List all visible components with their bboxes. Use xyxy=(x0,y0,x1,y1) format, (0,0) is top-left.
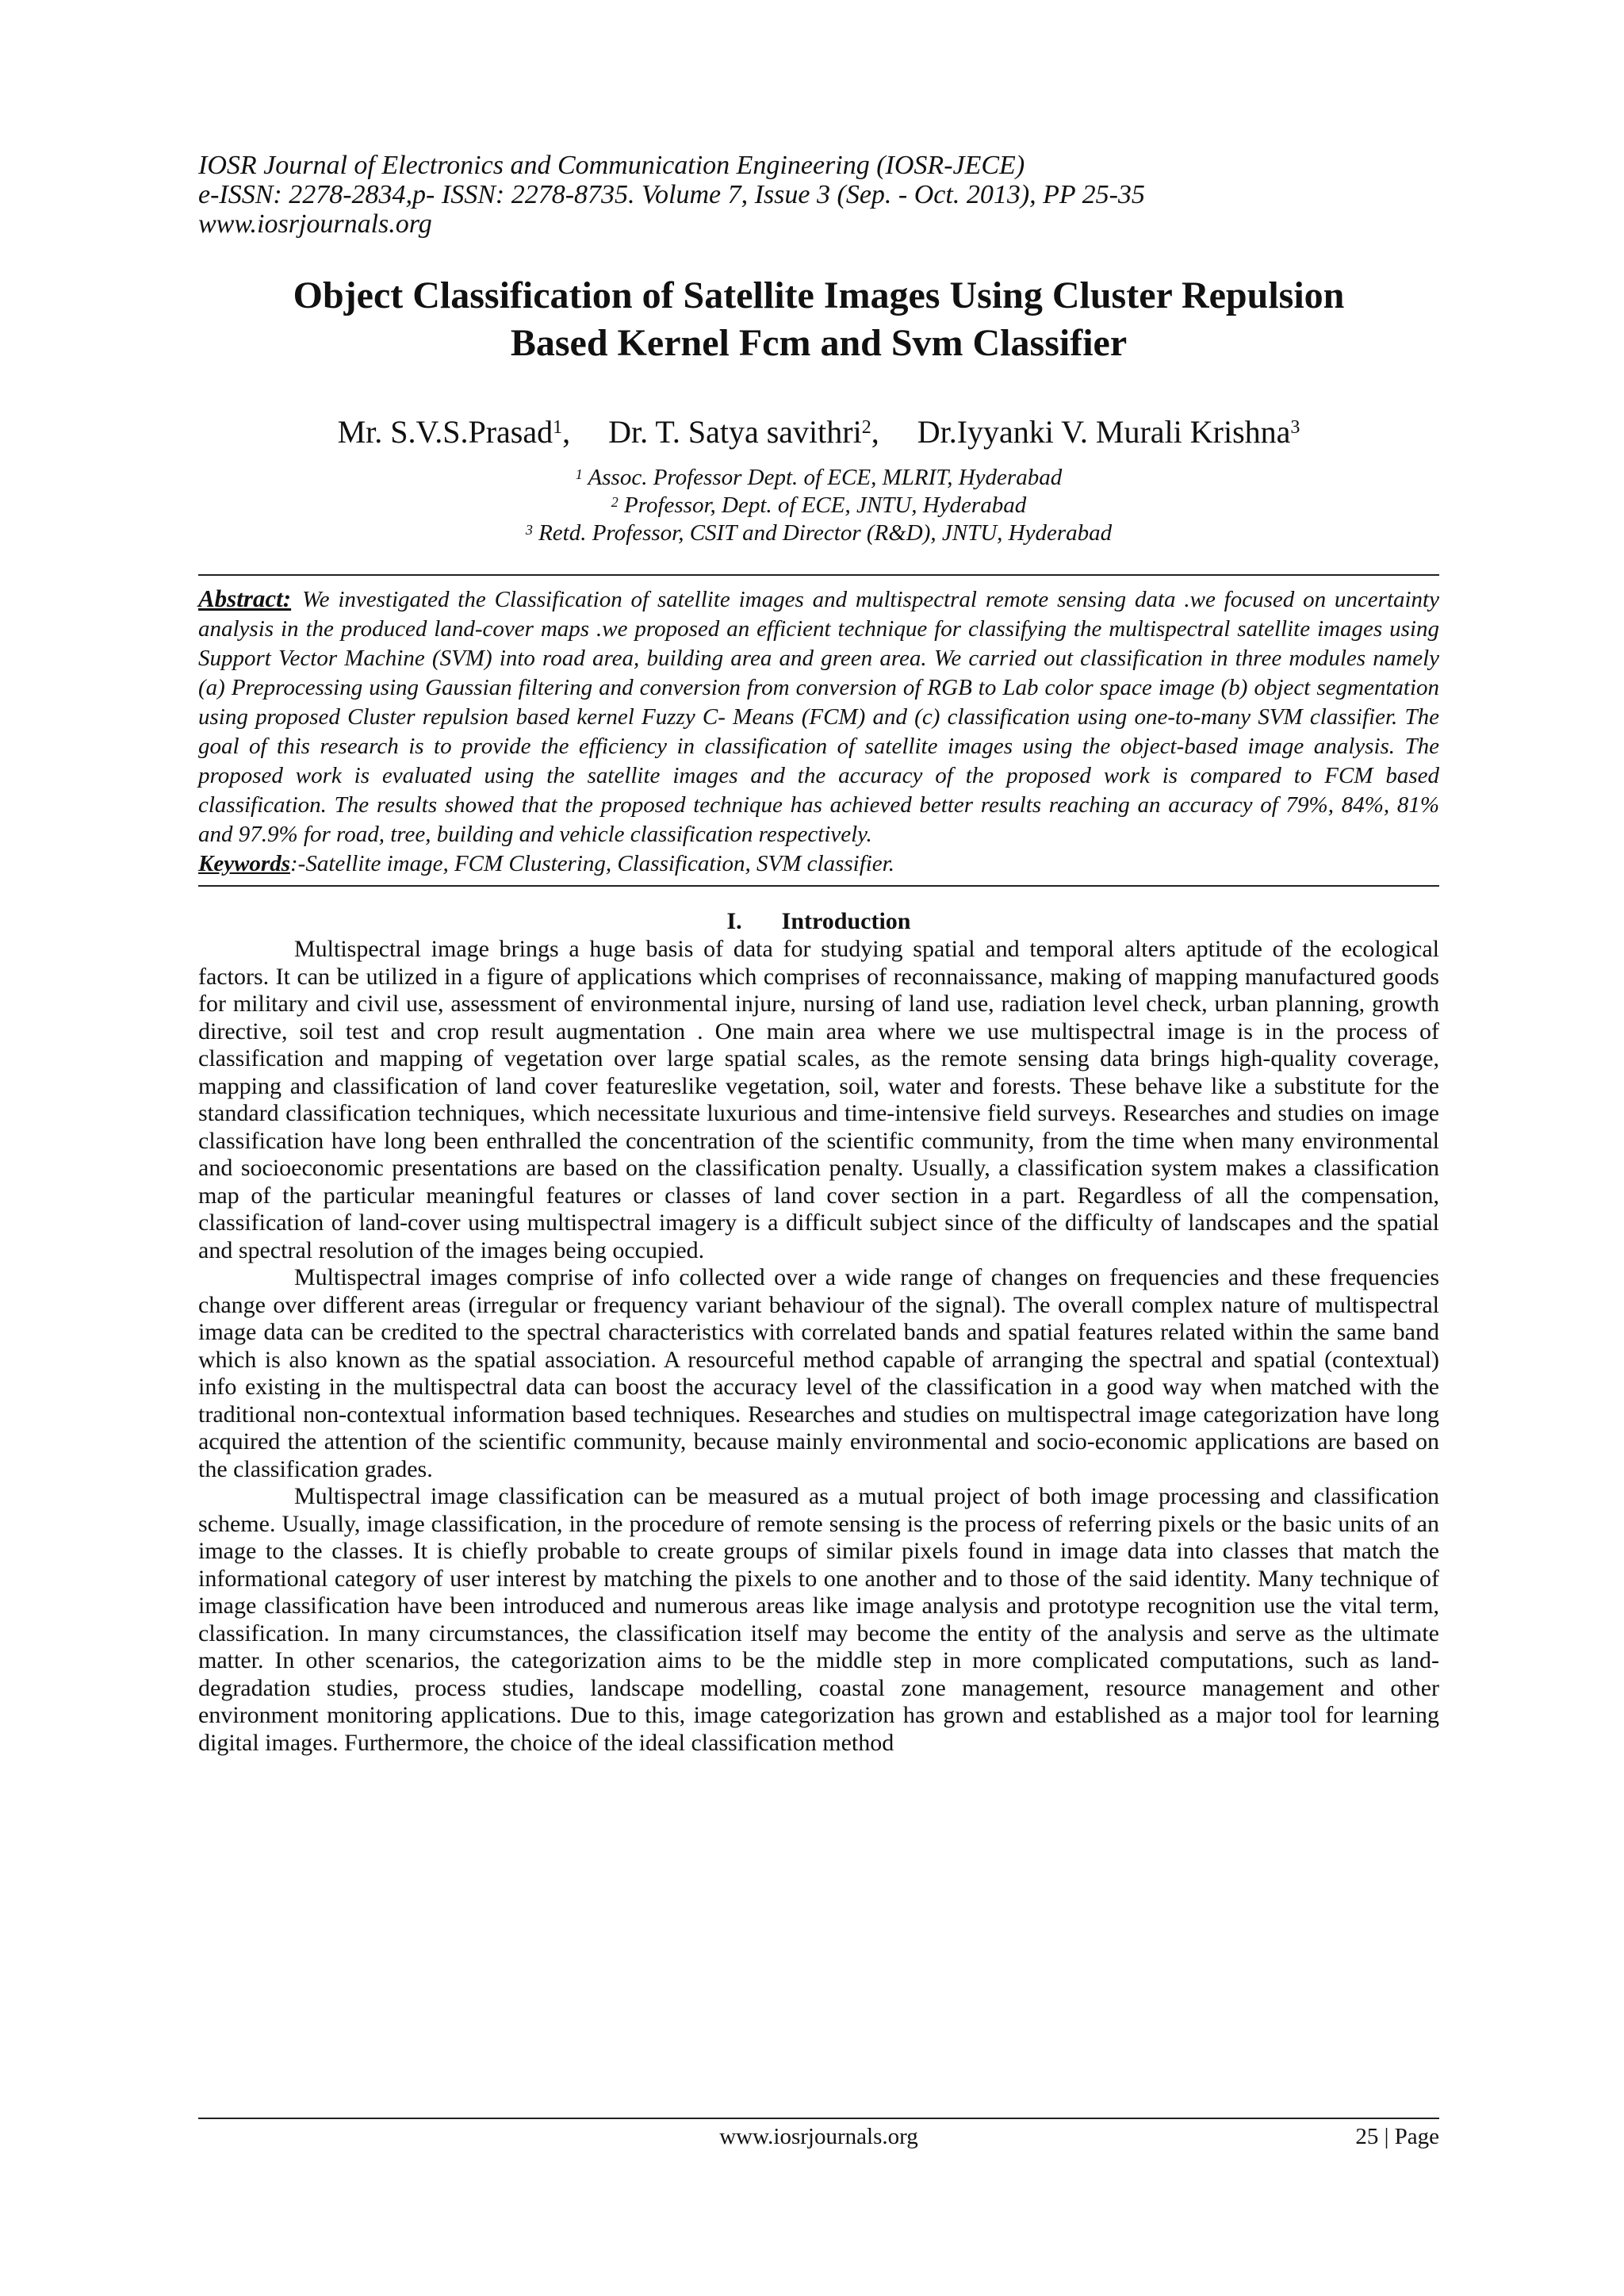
affiliation-sup: 3 xyxy=(525,522,533,538)
author-sup: 1 xyxy=(553,417,563,438)
paper-title-line1: Object Classification of Satellite Images Using Cluster Repulsion xyxy=(293,274,1345,316)
page-footer xyxy=(198,2118,1439,2154)
affiliation-2 xyxy=(198,492,1439,519)
affiliation-list xyxy=(198,464,1439,547)
author-sup: 3 xyxy=(1290,417,1300,438)
paper-title xyxy=(198,272,1439,367)
footer-url[interactable]: www.iosrjournals.org xyxy=(719,2124,918,2149)
affiliation-text: Retd. Professor, CSIT and Director (R&D), JNTU, Hyderabad xyxy=(538,520,1113,546)
section-title: Introduction xyxy=(781,908,911,934)
journal-name: IOSR Journal of Electronics and Communication Engineering (IOSR-JECE) xyxy=(198,151,1025,180)
author-2 xyxy=(608,414,879,450)
footer-row xyxy=(198,2119,1439,2154)
author-list xyxy=(198,413,1439,451)
page-number: 25 | Page xyxy=(1355,2124,1439,2149)
journal-header xyxy=(198,151,1439,239)
section-number: I. xyxy=(726,908,742,934)
keywords-label: Keywords xyxy=(198,851,290,876)
abstract-text: We investigated the Classification of satellite images and multispectral remote sensing data .we focused on uncertainty analysis in the produced land-cover maps .we proposed an efficient technique for classifying the multispectral satellite images using Support Vector Machine (SVM) into road area, building area and green area. We carried out classification in three modules namely (a) Preprocessing using Gaussian filtering and conversion from conversion of RGB to Lab color space image (b) object segmentation using proposed Cluster repulsion based kernel Fuzzy C- Means (FCM) and (c) classification using one-to-many SVM classifier. The goal of this research is to provide the efficiency in classification of satellite images using the object-based image analysis. The proposed work is evaluated using the satellite images and the accuracy of the proposed work is compared to FCM based classification. The results showed that the proposed technique has achieved better results reaching an accuracy of 79%, 84%, 81% and 97.9% for road, tree, building and vehicle classification respectively. xyxy=(198,587,1439,847)
affiliation-sup: 1 xyxy=(575,466,583,482)
author-name: Dr. T. Satya savithri xyxy=(608,414,862,450)
keywords-line xyxy=(198,849,1439,879)
abstract-bottom-rule xyxy=(198,885,1439,887)
author-1 xyxy=(338,414,571,450)
journal-url: www.iosrjournals.org xyxy=(198,209,432,239)
abstract-label: Abstract: xyxy=(198,585,292,612)
paragraph: Multispectral images comprise of info collected over a wide range of changes on frequencies and these frequencies change over different areas (irregular or frequency variant behaviour of the signal). The overall complex nature of multispectral image data can be credited to the spectral characteristics with correlated bands and spatial features related within the same band which is also known as the spatial association. A resourceful method capable of arranging the spectral and spatial (contextual) info existing in the multispectral data can boost the accuracy level of the classification in a good way when matched with the traditional non-contextual information based techniques. Researches and studies on multispectral image categorization have long acquired the attention of the scientific community, because mainly environmental and socio-economic applications are based on the classification grades. xyxy=(198,1264,1439,1482)
keywords-text: :-Satellite image, FCM Clustering, Classification, SVM classifier. xyxy=(290,851,895,876)
affiliation-1 xyxy=(198,464,1439,492)
affiliation-text: Professor, Dept. of ECE, JNTU, Hyderabad xyxy=(624,493,1027,518)
author-sep: , xyxy=(871,414,879,450)
abstract-block xyxy=(198,576,1439,885)
paragraph: Multispectral image brings a huge basis of data for studying spatial and temporal alters aptitude of the ecological factors. It can be utilized in a figure of applications which comprises of reconnaissance, making of mapping manufactured goods for military and civil use, assessment of environmental injure, nursing of land use, radiation level check, urban planning, growth directive, soil test and crop result augmentation . One main area where we use multispectral image is in the process of classification and mapping of vegetation over large spatial scales, as the remote sensing data brings high-quality coverage, mapping and classification of land cover featureslike vegetation, soil, water and forests. These behave like a substitute for the standard classification techniques, which necessitate luxurious and time-intensive field surveys. Researches and studies on image classification have long been enthralled the concentration of the scientific community, from the time when many environmental and socioeconomic presentations are based on the classification penalty. Usually, a classification system makes a classification map of the particular meaningful features or classes of land cover section in a part. Regardless of all the compensation, classification of land-cover using multispectral imagery is a difficult subject since of the difficulty of landscapes and the spatial and spectral resolution of the images being occupied. xyxy=(198,936,1439,1263)
author-name: Dr.Iyyanki V. Murali Krishna xyxy=(917,414,1291,450)
author-name: Mr. S.V.S.Prasad xyxy=(337,414,553,450)
author-3 xyxy=(917,414,1300,450)
author-sup: 2 xyxy=(861,417,871,438)
affiliation-3 xyxy=(198,519,1439,547)
affiliation-sup: 2 xyxy=(611,494,619,510)
body-text xyxy=(198,936,1439,1757)
section-heading xyxy=(198,907,1439,936)
journal-issn: e-ISSN: 2278-2834,p- ISSN: 2278-8735. Volume 7, Issue 3 (Sep. - Oct. 2013), PP 25-35 xyxy=(198,180,1145,209)
paragraph: Multispectral image classification can be measured as a mutual project of both image processing and classification scheme. Usually, image classification, in the procedure of remote sensing is the process of referring pixels or the basic units of an image to the classes. It is chiefly probable to create groups of similar pixels found in image data into classes that match the informational category of user interest by matching the pixels to one another and to those of the said identity. Many technique of image classification have been introduced and numerous areas like image analysis and prototype recognition use the vital term, classification. In many circumstances, the classification itself may become the entity of the analysis and serve as the ultimate matter. In other scenarios, the categorization aims to be the middle step in more complicated computations, such as land-degradation studies, process studies, landscape modelling, coastal zone management, resource management and other environment monitoring applications. Due to this, image categorization has grown and established as a major tool for learning digital images. Furthermore, the choice of the ideal classification method xyxy=(198,1483,1439,1756)
paper-page xyxy=(198,151,1439,1757)
affiliation-text: Assoc. Professor Dept. of ECE, MLRIT, Hyderabad xyxy=(588,465,1063,490)
paper-title-line2: Based Kernel Fcm and Svm Classifier xyxy=(510,322,1128,364)
author-sep: , xyxy=(562,414,571,450)
